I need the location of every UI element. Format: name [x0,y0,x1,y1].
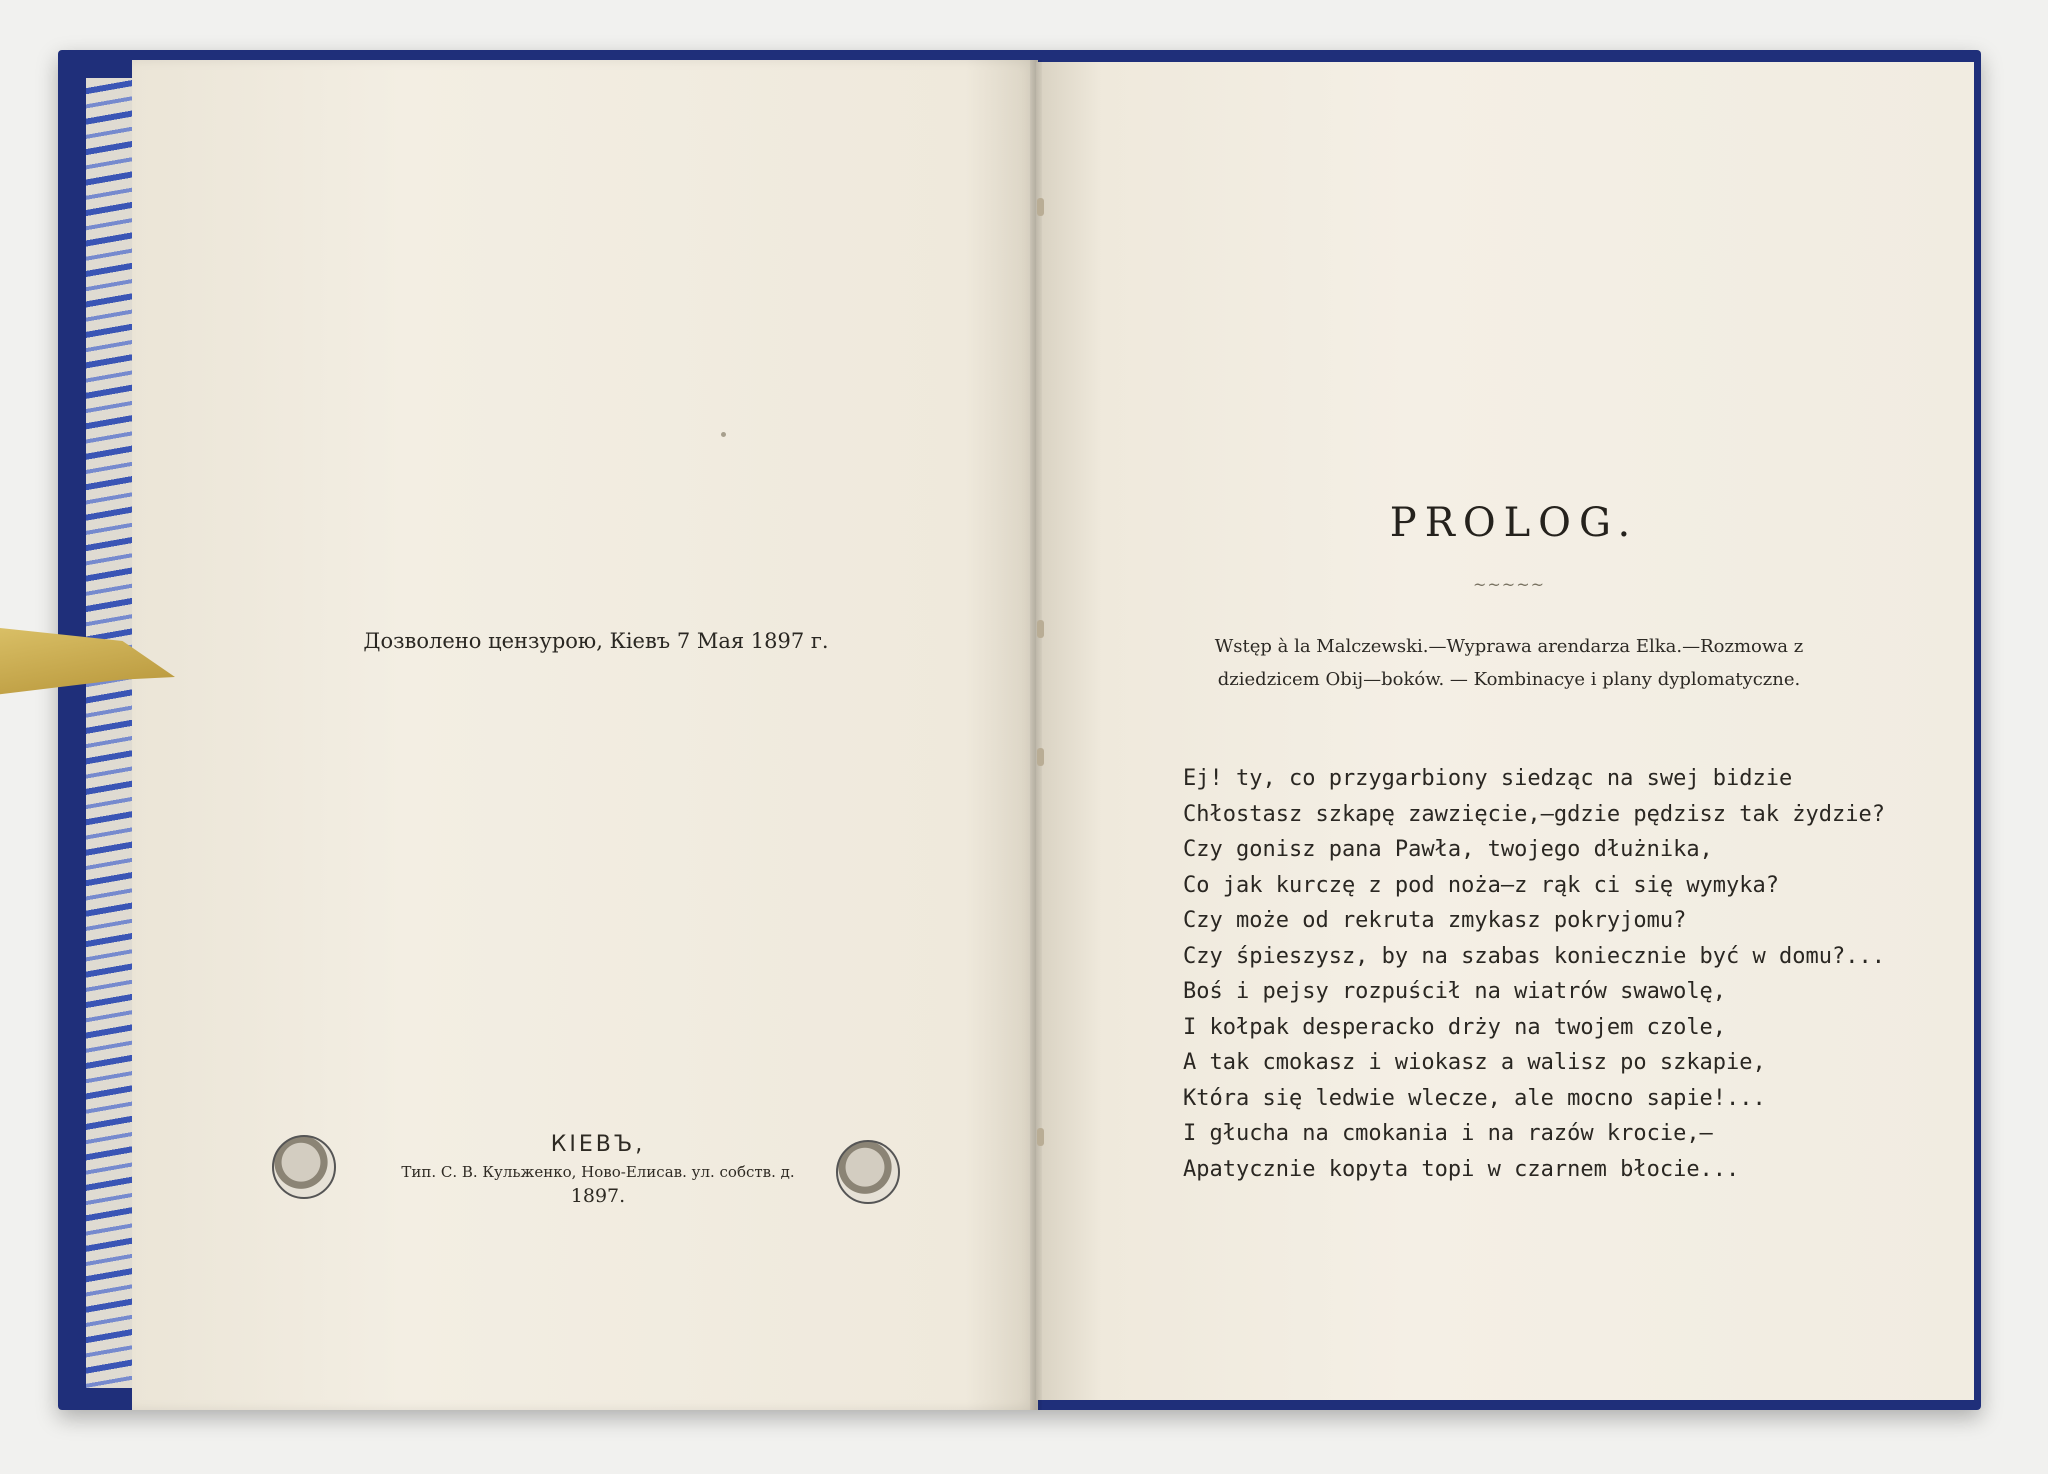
printer-imprint [278,1132,918,1207]
paper-speck [721,432,726,437]
verse-line: I kołpak desperacko drży na twojem czole, [1183,1014,1727,1040]
verse-line: A tak cmokasz i wiokasz a walisz po szkapie, [1183,1050,1766,1075]
censorship-note: Дозволено цензурою, Кіевъ 7 Мая 1897 г. [363,629,829,653]
poem-verse [1183,761,1885,1187]
verse-line: Czy śpieszysz, by na szabas koniecznie być w domu?... [1183,943,1885,969]
imprint-printer: Тип. С. В. Кульженко, Ново-Елисав. ул. собств. д. [401,1163,795,1181]
chapter-title: PROLOG. [1389,500,1639,546]
left-page [132,60,1038,1410]
binding-stitch [1037,620,1044,638]
chapter-summary: Wstęp à la Malczewski.—Wyprawa arendarza Elka.—Rozmowa z dziedzicem Obij—boków. — Kombinacye i plany dyplomatyczne. [1214,636,1804,690]
right-page [1036,62,1974,1400]
binding-stitch [1037,198,1044,216]
title-ornament: ~~~~~ [1472,575,1546,594]
verse-line: Ej! ty, co przygarbiony siedząc na swej bidzie [1183,766,1793,791]
verse-line: Chłostasz szkapę zawzięcie,—gdzie pędzisz tak żydzie? [1183,801,1885,827]
imprint-year: 1897. [570,1185,626,1207]
binding-stitch [1037,1128,1044,1146]
verse-line: Która się ledwie wlecze, ale mocno sapie!... [1183,1085,1766,1111]
verse-line: Czy gonisz pana Pawła, twojego dłużnika, [1183,837,1713,862]
verse-line: Czy może od rekruta zmykasz pokryjomu? [1183,908,1687,933]
verse-line: Boś i pejsy rozpuścił na wiatrów swawolę, [1183,979,1727,1004]
book-gutter [1030,60,1042,1410]
verse-line: Co jak kurczę z pod noża—z rąk ci się wymyka? [1183,872,1780,898]
verse-line: Apatycznie kopyta topi w czarnem błocie... [1183,1156,1740,1182]
binding-stitch [1037,748,1044,766]
verse-line: I głucha na cmokania i na razów krocie,— [1183,1121,1713,1146]
imprint-city: КІЕВЪ, [550,1132,646,1157]
